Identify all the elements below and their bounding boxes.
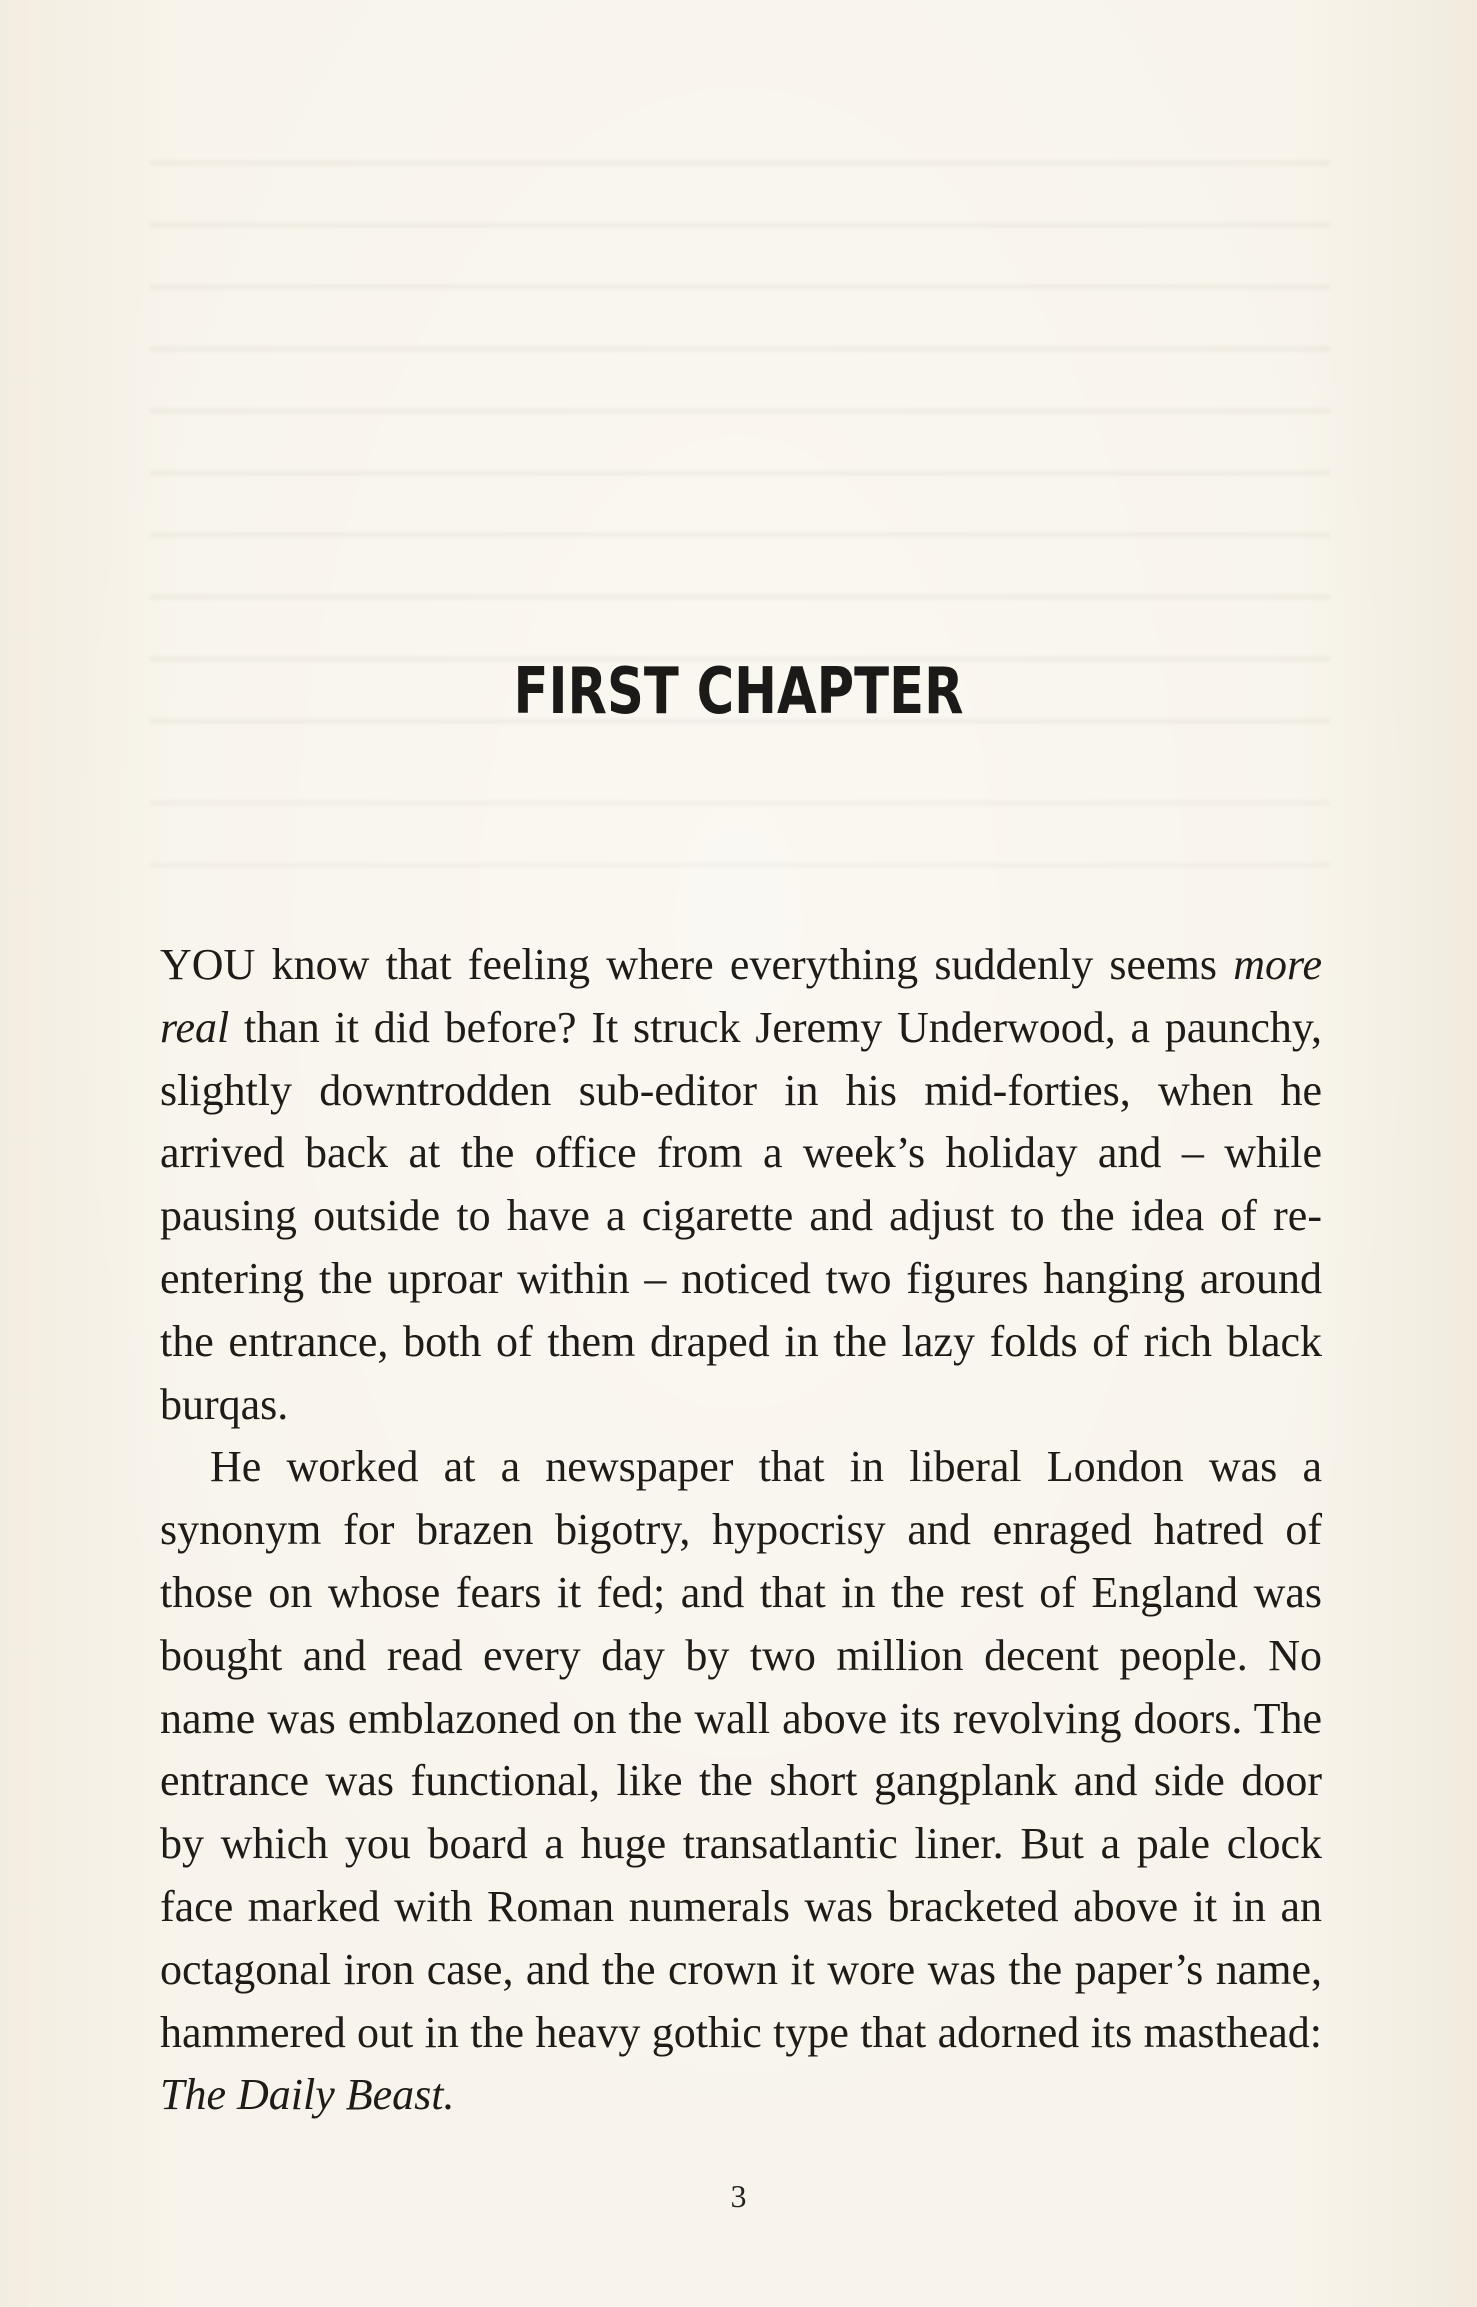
paragraph-1-text-start: YOU know that feeling where everything suddenly seems (160, 940, 1234, 989)
page-number: 3 (730, 2178, 747, 2214)
paragraph-1-italic: more real (160, 940, 1322, 1052)
show-through-text-lower (150, 760, 1330, 920)
paragraph-1-text-end: than it did before? It struck Jeremy Underwood, a paunchy, slightly downtrodden sub-editor in his mid-forties, when he arrived back at the office from a week’s holiday and – while pausing outside to have a cigarette and adjust to the idea of re-entering the uproar within – noticed two figures hanging around the entrance, both of them draped in the lazy folds of rich black burqas. (160, 1002, 1322, 1429)
chapter-body (160, 934, 1322, 2127)
newspaper-name-italic: The Daily Beast. (160, 2070, 455, 2120)
paragraph-1 (160, 934, 1322, 1436)
paragraph-2 (160, 1436, 1322, 2127)
show-through-text (150, 120, 1330, 740)
chapter-title: FIRST CHAPTER (513, 655, 964, 729)
paragraph-2-text: He worked at a newspaper that in liberal London was a synonym for brazen bigotry, hypocrisy and enraged hatred of those on whose fears it fed; and that in the rest of England was bought and read every day by two million decent people. No name was emblazoned on the wall above its revolving doors. The entrance was functional, like the short gangplank and side door by which you board a huge transatlantic liner. But a pale clock face marked with Roman numerals was bracketed above it in an octagonal iron case, and the crown it wore was the paper’s name, hammered out in the heavy gothic type that adorned its masthead: (160, 1442, 1322, 2057)
